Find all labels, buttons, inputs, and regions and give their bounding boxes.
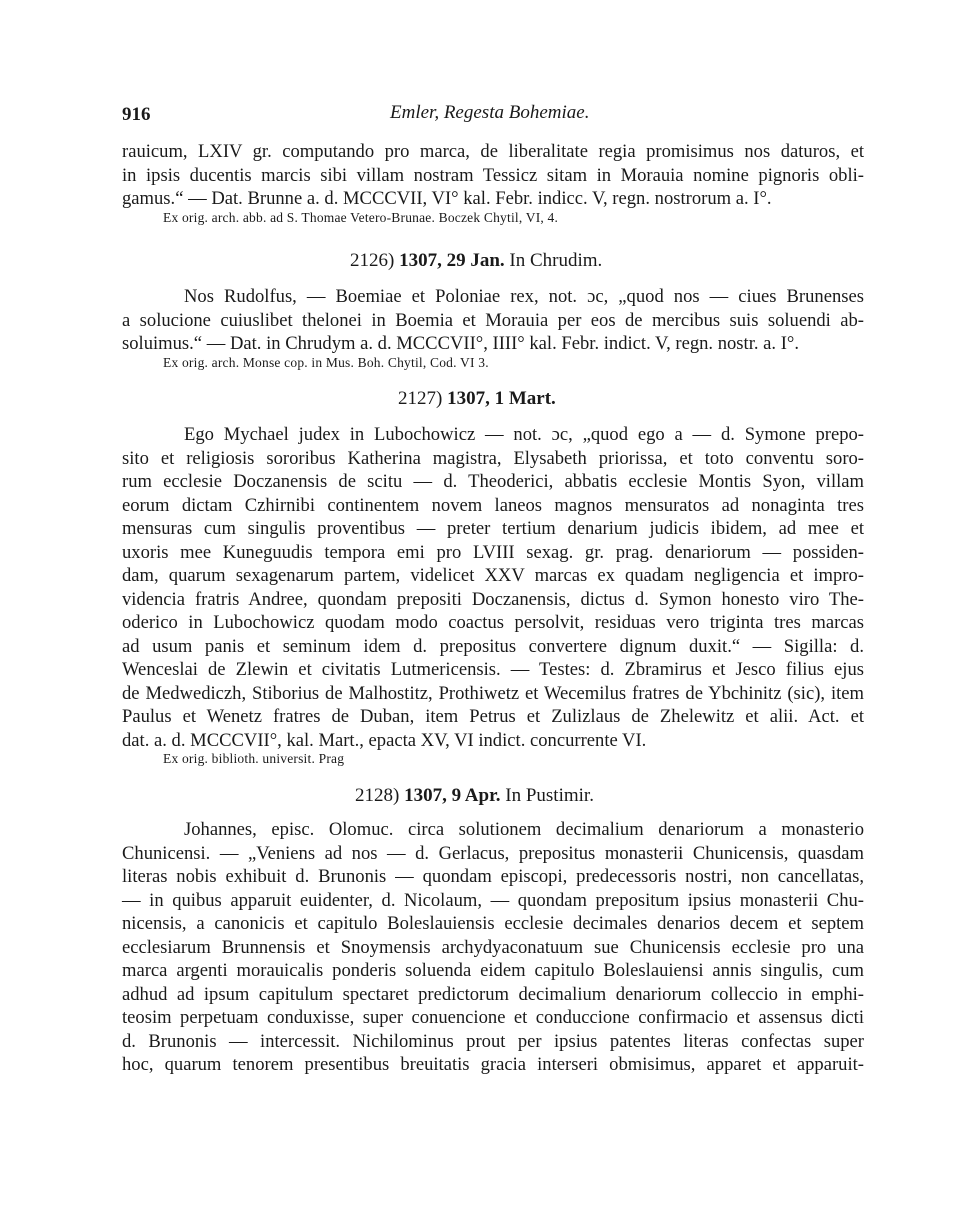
entry-number: 2126) [350,250,395,271]
text-line: literas nobis exhibuit d. Brunonis — quondam episcopi, predecessoris nostri, non cancellatas, [122,866,864,887]
text-line: adhud ad ipsum capitulum spectaret predictorum decimalium denariorum colleccio in emphi- [122,983,864,1005]
entry-2127-heading [398,388,556,410]
text-line: ecclesiarum Brunnensis et Snoymensis archydyaconatuum sue Chunicensis ecclesie pro una [122,936,864,958]
text-line: ad usum panis et seminum idem d. prepositus convertere dignum duxit.“ — Sigilla: d. [122,635,864,657]
text-line: de Medwediczh, Stiborius de Malhostitz, Prothiwetz et Wecemilus fratres de Ybchinitz (sic), item [122,682,864,704]
entry-2126-source: Ex orig. arch. Monse cop. in Mus. Boh. Chytil, Cod. VI 3. [163,355,489,370]
text-line: oderico in Lubochowicz quodam modo coactus persolvit, residuas vero triginta tres marcas [122,612,864,633]
entry-2127-body [122,423,864,752]
page-number: 916 [122,104,151,125]
text-line: Johannes, episc. Olomuc. circa solutionem decimalium denariorum a monasterio [184,819,864,840]
entry-number: 2128) [355,785,400,806]
text-line: Chunicensi. — „Veniens ad nos — d. Gerlacus, prepositus monasterii Chunicensis, quasdam [122,842,864,864]
text-line: a solucione cuiuslibet thelonei in Boemia et Morauia per eos de mercibus suis soluendi ab- [122,309,864,331]
entry-date: 1307, 1 Mart. [447,388,556,409]
text-line: Nos Rudolfus, — Boemiae et Poloniae rex, not. ɔc, „quod nos — ciues Brunenses [184,286,864,307]
text-line: mensuras cum singulis proventibus — preter tertium denarium judicis ibidem, ad mee et [122,518,864,539]
text-line: rum ecclesie Doczanensis de scitu — d. Theoderici, abbatis ecclesie Montis Syon, villam [122,471,864,492]
entry-number: 2127) [398,388,443,409]
text-line: teosim perpetuam conduxisse, super conuencione et conduccione confirmacio et assensus dicti [122,1007,864,1028]
text-line: gamus.“ — Dat. Brunne a. d. MCCCVII, VI° kal. Febr. indicc. V, regn. nostrorum a. I°. [122,188,772,209]
entry-2127-source: Ex orig. biblioth. universit. Prag [163,751,345,766]
text-line: marca argenti morauicalis ponderis soluenda eidem capitulo Boleslauiensi annis singulis, cum [122,960,864,981]
entry-prev-body [122,140,864,211]
text-line: in ipsis ducentis marcis sibi villam nostram Tessicz sitam in Morauia nomine pignoris obli- [122,164,864,186]
entry-2126-heading [350,250,602,272]
text-line: hoc, quarum tenorem presentibus breuitatis gracia interseri obmisimus, apparet et apparuit- [122,1054,864,1075]
text-line: uxoris mee Kuneguudis tempora emi pro LVIII sexag. gr. prag. denariorum — possiden- [122,541,864,563]
text-line: d. Brunonis — intercessit. Nichilominus prout per ipsius patentes literas confectas super [122,1030,864,1052]
text-line: dam, quarum sexagenarum partem, videlicet XXV marcas ex quadam negligencia et impro- [122,565,864,586]
entry-place: In Chrudim. [509,250,603,271]
entry-date: 1307, 29 Jan. [399,250,505,271]
text-line: eorum dictam Czhirnibi continentem novem laneos magnos mensuratos ad nonaginta tres [122,494,864,516]
text-line: nicensis, a canonicis et capitulo Boleslauiensis ecclesie decimales denarios decem et septem [122,913,864,934]
entry-2128-heading [355,785,594,807]
text-line: — in quibus apparuit euidenter, d. Nicolaum, — quondam prepositum ipsius monasterii Chu- [122,889,864,911]
text-line: soluimus.“ — Dat. in Chrudym a. d. MCCCVII°, IIII° kal. Febr. indict. V, regn. nostr. a. I°. [122,333,799,354]
entry-2128-body [122,818,864,1077]
running-title: Emler, Regesta Bohemiae. [390,102,590,123]
entry-prev-source: Ex orig. arch. abb. ad S. Thomae Vetero-Brunae. Boczek Chytil, VI, 4. [163,210,559,225]
entry-date: 1307, 9 Apr. [404,785,501,806]
entry-2126-body [122,285,864,356]
text-line: dat. a. d. MCCCVII°, kal. Mart., epacta XV, VI indict. concurrente VI. [122,729,647,751]
page-header [122,100,862,130]
text-line: videncia fratris Andree, quondam prepositi Doczanensis, dictus d. Symon honesto viro The- [122,588,864,610]
text-line: Wenceslai de Zlewin et civitatis Lutmericensis. — Testes: d. Zbramirus et Jesco filius ejus [122,659,864,680]
text-line: sito et religiosis sororibus Katherina magistra, Elysabeth priorissa, et toto conventu soro- [122,447,864,469]
entry-place: In Pustimir. [505,785,594,806]
text-line: Paulus et Wenetz fratres de Duban, item Petrus et Zulizlaus de Zhelewitz et alii. Act. et [122,706,864,727]
text-line: rauicum, LXIV gr. computando pro marca, de liberalitate regia promisimus nos daturos, et [122,141,864,162]
text-line: Ego Mychael judex in Lubochowicz — not. ɔc, „quod ego a — d. Symone prepo- [184,424,864,445]
